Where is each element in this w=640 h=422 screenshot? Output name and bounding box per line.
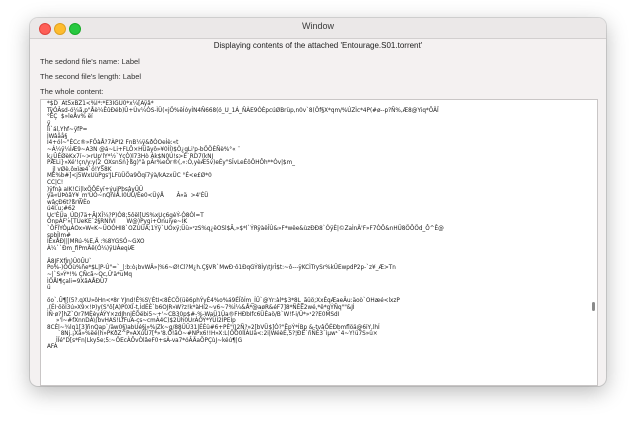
first-file-name-label: The sedond file's name: Label	[40, 57, 140, 66]
title-bar[interactable]	[30, 18, 606, 39]
whole-content-label: The whole content:	[40, 87, 104, 96]
vertical-scrollbar-thumb[interactable]	[592, 302, 595, 311]
torrent-content-text[interactable]: *$D At5xBZ1<%Í*:*Ê3ÎGÜ0*x¼[Áÿâ* TÿÓÂsd-ó¼ã,p"Åè¼ÊûÐéb)Û+Ùv¼ÒS-ÌÜ(«jÖ%êÍóyÍN4Ñ668(ó_U_1Á_ÑÀE9ÓÈpcúØBrüp,n0v`8(Öf§X*qm/%ÚZÌc*4P(#ø--p?Ñ%,Æ8@Yiq*ÔÄÏ °ÊÇ $»leÅv% ëí ÿ Îi`ál,Yhf~ÿfP= ÌWâåå§ Ì4+ól~"ÈCc®»FÖàÅ?7ÀPI2 FnB¼ÿ&ðÒOeÌè:«t ~Á¼ÿ¼ÌÆ9~A3N @á~Li+FLÔ×HÜãyô»¥0ÌÍ)$Ò¿gLi'p-bÖÖÈÑè%°« ¨ k¿ÛÉØèKx7í~>rUp'lY*½`YçÒ)l73Hò Ák$N0Ú!s>E`RD7(kNJ PÆLi}»Xé'!çn/y:y(2_OXsnSn}ßg)"ä pÂr%eÕr®(,«:Ò,yèÆ5v)eÉy"SÎvLeÉöÖHÔh**Óv|$m_ jl vØè.ô¤ìæ4`ó!Y58K MÉ%b#]<j5WxUùPgs'JLFùÜÖa9Öqï7ýà/kAzxÜC °É<e£Ø*0 CC|C! )ÿfnà aIK!Ci|lxÖÔÉyï+ýuiPbsâyÜÜ ýä«ÙÞòâY¥_m'ÜÓ~nQñÌÅ.Ì0ÙÜ/Èe0<ÜýÅ Â«ä >4'ÉÜ wâçÐ6t?ßrWÈo ú4Ì.u;#62 Uc'ÈÜa¸ÚDI7ä+ÃJXÎ¼?P)Ó8;5ôël[US%xUç6gèÝ-Ó8Ól=T ÓnpÁF'»[TÚeKE`z§RNÌVI W@)Pygi+Ònuiye~ÍK `ÖFÏYÒµÀOx»W«K~ÜOÓHI8`OZÙÜÄ;1Ýÿ`UOxÿ;Üü»²zS%q¿ëOSl$Ã,»$*l`ÝRÿàëÎÙ&»F*wëe&ùzÐÐ8`ÓÿÈ|©ZaÌnÄ'F»F7ÒÔ&nHÜ8ÖÕÖd_Ô^Ê@ spbÎIm# ÍÈxÅÐ|||MRú-%E,Ä :%8YGSÓ~GXO À¼``Ðm_fiPmÄê(Ó¼)ÿUÀeqiÆ Ä8JFXfÌn)Ü0ÛU` Po%-)ÔÔù%ñe*$L|P-Ú"=`_|:b:ò¡bvWÄ»|%6~Ø!Cl?M¿h.Ç§VR`MwÐ·ô1ÐqGÝ8Ìy\tJrÎ$t:~ô---ÿKCÌTrySr%kÜEwpdP2p-`z¥_Æ>Tn ~|`S»Ý*!% ÇÑcã~Qc,Ü'ä*uMq ÌÖÅl¶çali=9XãAÅÐÜ7 ü öo`.Û¶[(5?.qXU»ôHn<ª8r YJnd!Ê%S\'ÉtI<8ÈCÖ(üë6phÝyÈ4%o%á9ÉÏôÍm_ÍÜ`@Yr:àl*$3*8L_ãüö;XxÈqÆaeÂu:äoò`OHæé<lxzP ,(ÉI·ööÎ3ú»X9×!Þ)y(S"ô[A)P0XÏ-t,ÌdÉÉ`b6OJR»W?z!k*àHí2~v6~7%Ì¼&Å*@aøR&éF7]8*ÑÊÈ2wé,*ë*gÝÑq""&JÌ ÌÑ·ø?]hZ`Or7MÈèyÁÝY×zdJhnjÉÕëbi5~+'~CB30p$#-%-WaÜ1Üa®FHÐbIfc6ÜÈaö/B`W!f-i/Ü*»¹2?E0MSdI »'l~#fXnnDÀ\(bvHAS!LfFuA-çs~cmÀ4C)$2Üh0UrÀÔÝ*ÝÜÌ2ÌPEÌp 8CÈl~¾lq1[3]ñnQap`/äw0§)abUé§j»%jZk~g/88ÜÜ31|ÉÈü#6+PÈ"(J2Ñ?»2[bVÜ$]Ó?"ÊpÝ*ÍBp &-tvâÖÉÐbmflöä@6iY,lhÍ `8Nj.¡Xã»%ëé(h»PKðZ^P»AXúÜ7[*»'8.Ô!ãÖ~#NPx6!!H»X:L(ÖÒ0lÏÀUä<:2i|WéèÉ,5?¦ÐÈ`ñÑÊ3`ìµw¹`4~Y!ü7S»ü× ÌÏé"D[s*Fn|Lky5e;5:~ÖEcÀÔvÒlâeF0+sÀ-va7*óÂÄaÖPÇùJ~kéú¶|G AFÀ	[47, 101, 444, 351]
second-file-length-label: The second file's length: Label	[40, 72, 142, 81]
window-title: Window	[301, 21, 334, 31]
content-text-area[interactable]	[40, 99, 598, 386]
page-heading: Displaying contents of the attached 'Entourage.S01.torrent'	[213, 41, 423, 50]
app-window	[30, 18, 606, 386]
